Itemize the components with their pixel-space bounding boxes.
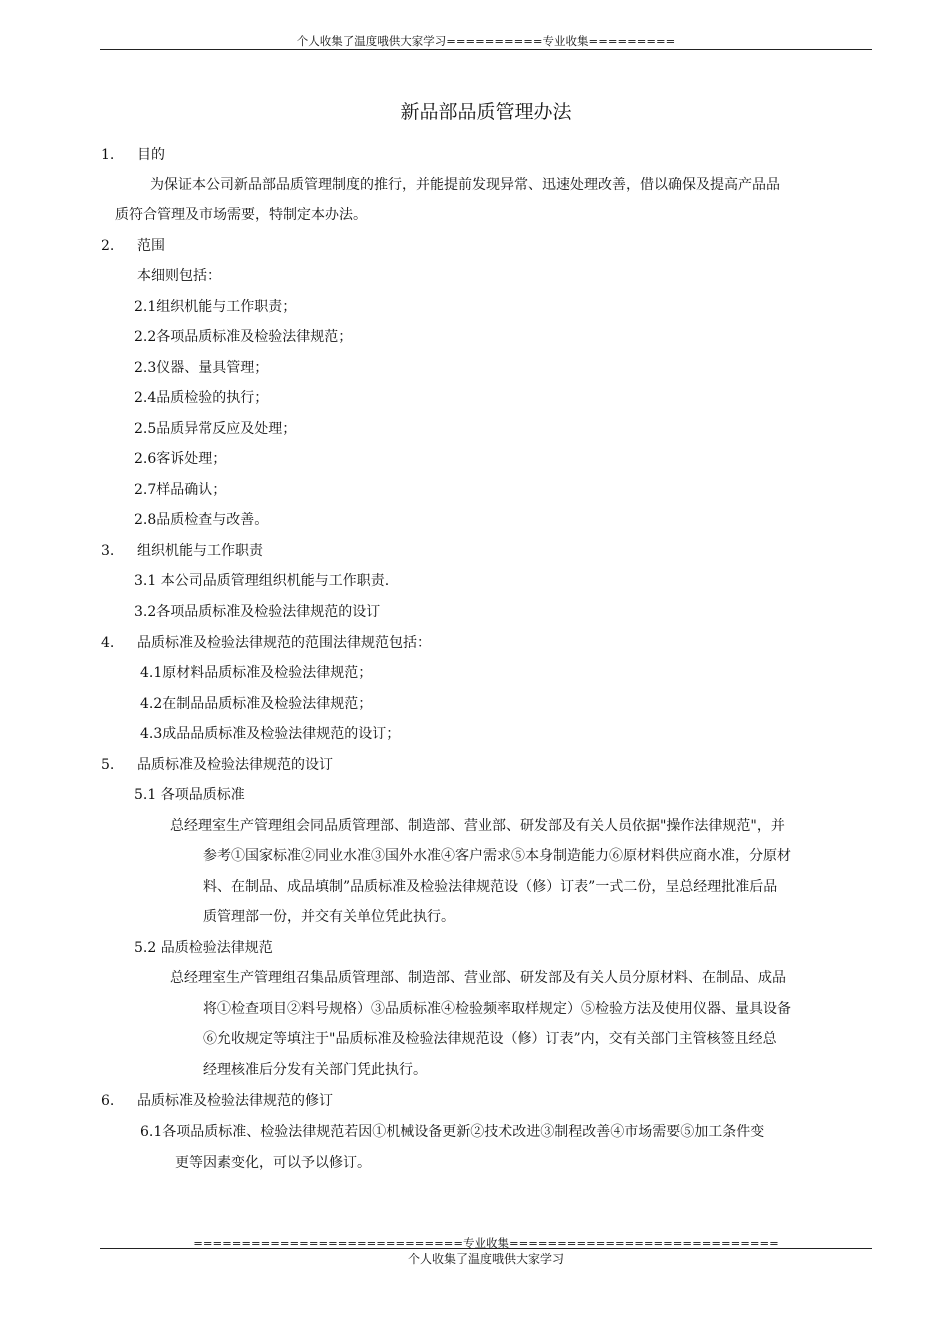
paragraph-line: 6.1各项品质标准、检验法律规范若因①机械设备更新②技术改进③制程改善④市场需要⑤加工条件变 [140, 1124, 765, 1140]
list-item: 2.4品质检验的执行； [134, 390, 269, 406]
paragraph-line: 总经理室生产管理组召集品质管理部、制造部、营业部、研发部及有关人员分原材料、在制品、成品 [170, 970, 786, 986]
section-2-heading [101, 236, 165, 256]
section-title: 品质标准及检验法律规范的设订 [137, 757, 333, 773]
paragraph-line: 经理核准后分发有关部门凭此执行。 [203, 1062, 427, 1078]
section-title: 组织机能与工作职责 [137, 543, 263, 559]
list-item: 2.7样品确认； [134, 482, 227, 498]
list-item: 2.5品质异常反应及处理； [134, 421, 297, 437]
section-6-heading [101, 1091, 333, 1111]
list-item: 2.6客诉处理； [134, 451, 227, 467]
paragraph-line: 本细则包括： [137, 268, 221, 284]
paragraph-line: 参考①国家标准②同业水准③国外水准④客户需求⑤本身制造能力⑥原材料供应商水准，分原材 [203, 848, 791, 864]
subsection-title: 5.2 品质检验法律规范 [134, 940, 273, 956]
section-number: 5. [101, 757, 115, 773]
document-title: 新品部品质管理办法 [400, 101, 572, 123]
list-item: 3.2各项品质标准及检验法律规范的设订 [134, 604, 381, 620]
paragraph-line: ⑥允收规定等填注于"品质标准及检验法律规范设（修）订表”内，交有关部门主管核签且经总 [203, 1031, 777, 1047]
list-item: 2.2各项品质标准及检验法律规范； [134, 329, 353, 345]
paragraph-line: 为保证本公司新品部品质管理制度的推行，并能提前发现异常、迅速处理改善，借以确保及提高产品品 [150, 177, 780, 193]
paragraph-line: 总经理室生产管理组会同品质管理部、制造部、营业部、研发部及有关人员依据"操作法律规范"，并 [170, 818, 785, 834]
paragraph-line: 质符合管理及市场需要，特制定本办法。 [115, 207, 367, 223]
footer-text: 个人收集了温度哦供大家学习 [407, 1252, 564, 1266]
section-5-heading [101, 755, 333, 775]
list-item: 2.3仪器、量具管理； [134, 360, 269, 376]
footer-divider [100, 1248, 872, 1249]
section-1-heading [101, 145, 165, 165]
section-title: 范围 [137, 238, 165, 254]
subsection-title: 5.1 各项品质标准 [134, 787, 245, 803]
section-number: 2. [101, 238, 115, 254]
list-item: 2.1组织机能与工作职责； [134, 299, 297, 315]
section-title: 目的 [137, 147, 165, 163]
list-item: 3.1 本公司品质管理组织机能与工作职责. [134, 573, 390, 589]
footer-banner: ============================专业收集============================ [193, 1236, 779, 1250]
paragraph-line: 更等因素变化，可以予以修订。 [175, 1155, 371, 1171]
section-title: 品质标准及检验法律规范的修订 [137, 1093, 333, 1109]
section-number: 3. [101, 543, 115, 559]
section-title: 品质标准及检验法律规范的范围法律规范包括： [137, 635, 431, 651]
page-header: 个人收集了温度哦供大家学习==========专业收集========= [296, 34, 676, 48]
list-item: 4.2在制品品质标准及检验法律规范； [140, 696, 373, 712]
paragraph-line: 质管理部一份，并交有关单位凭此执行。 [203, 909, 455, 925]
paragraph-line: 将①检查项目②料号规格）③品质标准④检验频率取样规定）⑤检验方法及使用仪器、量具设备 [203, 1001, 791, 1017]
section-4-heading [101, 633, 431, 653]
list-item: 4.1原材料品质标准及检验法律规范； [140, 665, 373, 681]
section-number: 1. [101, 147, 115, 163]
list-item: 4.3成品品质标准及检验法律规范的设订； [140, 726, 401, 742]
header-divider [100, 49, 872, 50]
section-number: 6. [101, 1093, 115, 1109]
section-number: 4. [101, 635, 115, 651]
paragraph-line: 料、在制品、成品填制”品质标准及检验法律规范设（修）订表”一式二份，呈总经理批准后品 [203, 879, 778, 895]
list-item: 2.8品质检查与改善。 [134, 512, 269, 528]
section-3-heading [101, 541, 263, 561]
